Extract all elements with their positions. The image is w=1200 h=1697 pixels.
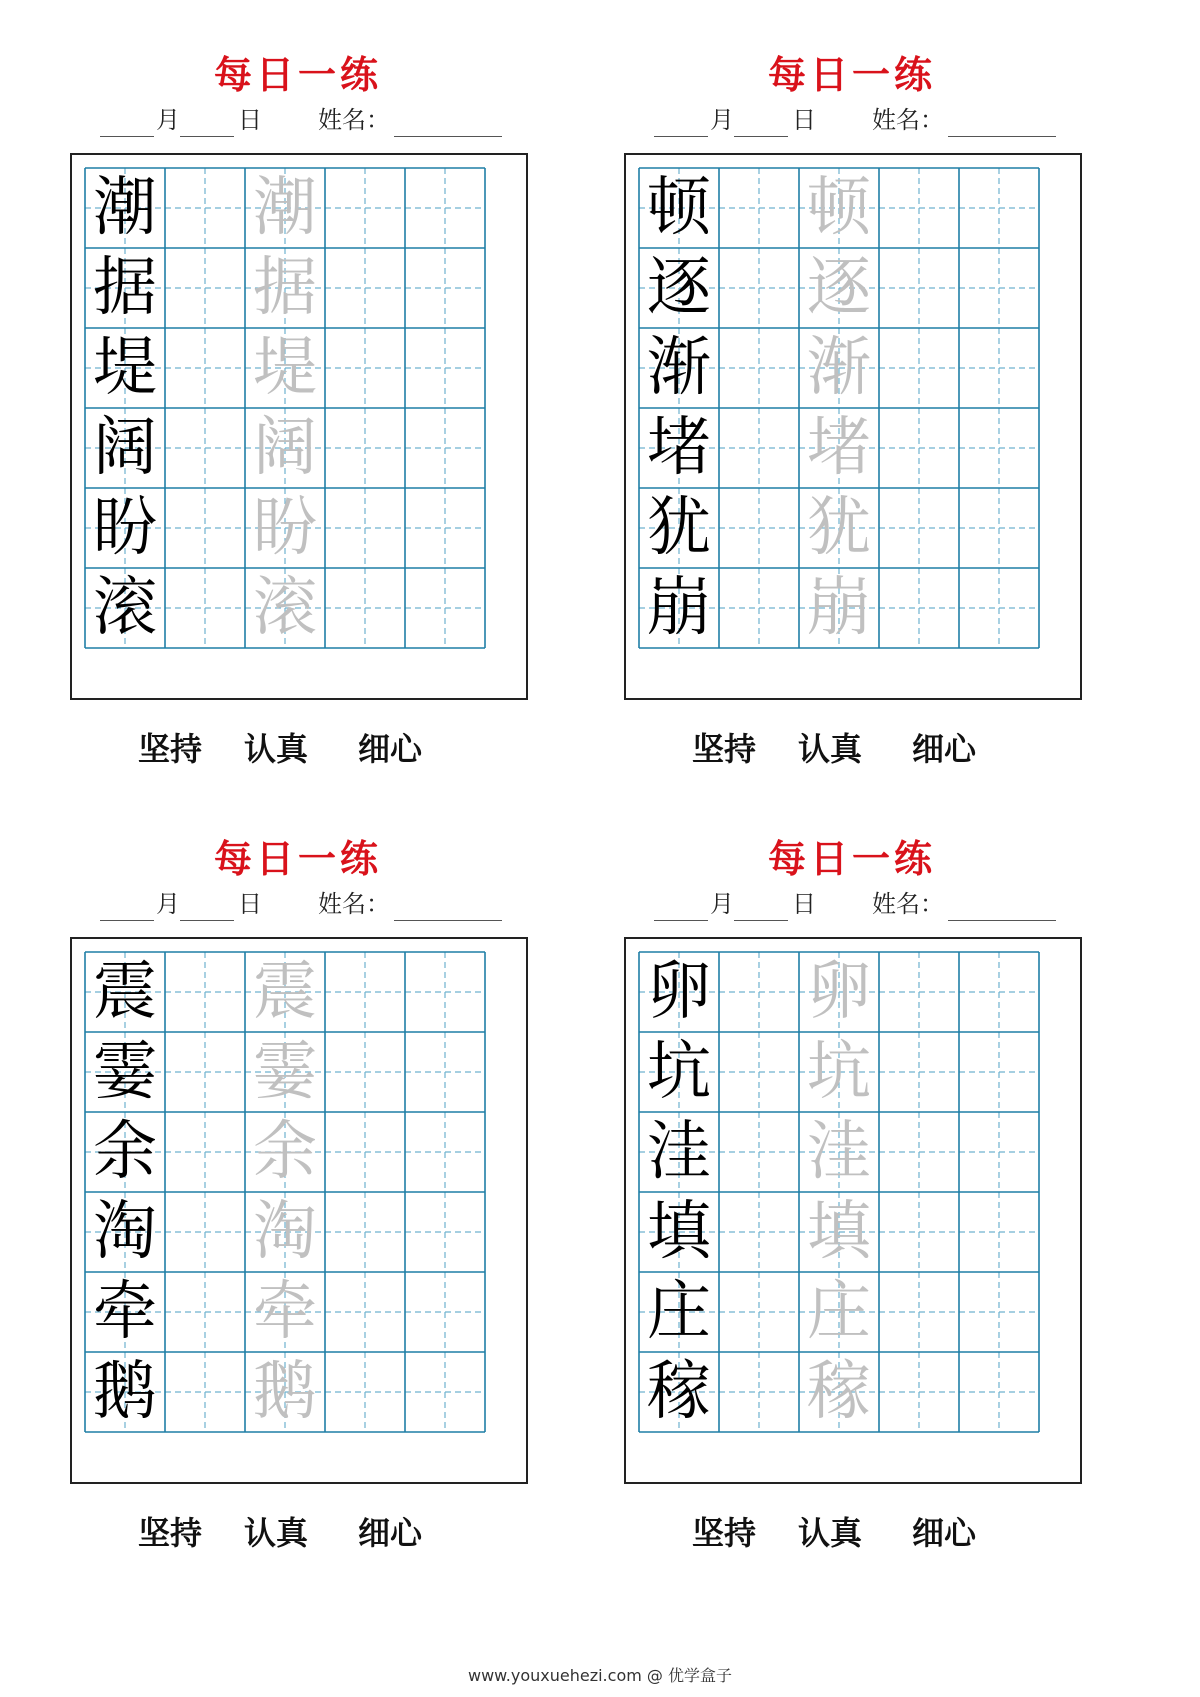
trace-character: 洼 (807, 1115, 871, 1189)
trace-character: 堤 (253, 331, 317, 405)
trace-character: 牵 (253, 1275, 317, 1349)
trace-character: 崩 (807, 571, 871, 645)
model-character: 堵 (647, 411, 711, 485)
model-character: 庄 (647, 1275, 711, 1349)
name-label: 姓名： (872, 106, 944, 134)
model-character: 洼 (647, 1115, 711, 1189)
card-title: 每日一练 (767, 836, 936, 881)
motto-word: 认真 (798, 730, 863, 768)
trace-character: 淘 (253, 1195, 317, 1269)
trace-character: 潮 (253, 171, 317, 245)
model-character: 余 (93, 1115, 157, 1189)
model-character: 牵 (93, 1275, 157, 1349)
writing-grid-frame (70, 153, 528, 700)
card-title: 每日一练 (213, 52, 382, 97)
date-name-line (100, 886, 530, 926)
motto-word: 坚持 (692, 730, 757, 768)
motto-word: 细心 (358, 1514, 423, 1552)
month-label: 月 (156, 106, 180, 134)
day-blank[interactable] (734, 890, 788, 921)
month-blank[interactable] (100, 106, 154, 137)
trace-character: 堵 (807, 411, 871, 485)
model-character: 鹅 (93, 1355, 157, 1429)
trace-character: 庄 (807, 1275, 871, 1349)
model-character: 盼 (93, 491, 157, 565)
date-name-line (654, 886, 1084, 926)
model-character: 渐 (647, 331, 711, 405)
day-blank[interactable] (180, 106, 234, 137)
motto-word: 认真 (798, 1514, 863, 1552)
model-character: 崩 (647, 571, 711, 645)
name-blank[interactable] (948, 106, 1056, 137)
model-character: 潮 (93, 171, 157, 245)
motto-word: 坚持 (692, 1514, 757, 1552)
model-character: 堤 (93, 331, 157, 405)
model-character: 犹 (647, 491, 711, 565)
motto-word: 细心 (358, 730, 423, 768)
month-blank[interactable] (654, 890, 708, 921)
trace-character: 卵 (807, 955, 871, 1029)
trace-character: 稼 (807, 1355, 871, 1429)
motto-line (622, 724, 1082, 774)
motto-word: 细心 (912, 1514, 977, 1552)
card-title: 每日一练 (767, 52, 936, 97)
date-name-line (100, 102, 530, 142)
model-character: 卵 (647, 955, 711, 1029)
practice-card-4 (622, 836, 1082, 1566)
trace-character: 填 (807, 1195, 871, 1269)
tianzige-grid[interactable] (638, 951, 1070, 1470)
trace-character: 霎 (253, 1035, 317, 1109)
trace-character: 震 (253, 955, 317, 1029)
month-label: 月 (156, 890, 180, 918)
trace-character: 逐 (807, 251, 871, 325)
motto-word: 坚持 (138, 1514, 203, 1552)
motto-line (622, 1508, 1082, 1558)
practice-card-2 (622, 52, 1082, 782)
model-character: 顿 (647, 171, 711, 245)
motto-line (68, 724, 528, 774)
date-name-line (654, 102, 1084, 142)
practice-card-3 (68, 836, 528, 1566)
day-label: 日 (238, 890, 262, 918)
footer-watermark: www.youxuehezi.com @ 优学盒子 (468, 1666, 732, 1685)
trace-character: 据 (253, 251, 317, 325)
tianzige-grid[interactable] (638, 167, 1070, 686)
model-character: 霎 (93, 1035, 157, 1109)
writing-grid-frame (624, 153, 1082, 700)
model-character: 填 (647, 1195, 711, 1269)
tianzige-grid[interactable] (84, 167, 516, 686)
motto-word: 坚持 (138, 730, 203, 768)
day-label: 日 (238, 106, 262, 134)
trace-character: 犹 (807, 491, 871, 565)
practice-card-1 (68, 52, 528, 782)
motto-word: 认真 (244, 730, 309, 768)
trace-character: 阔 (253, 411, 317, 485)
month-label: 月 (710, 890, 734, 918)
day-blank[interactable] (180, 890, 234, 921)
model-character: 滚 (93, 571, 157, 645)
name-blank[interactable] (394, 890, 502, 921)
name-blank[interactable] (394, 106, 502, 137)
month-blank[interactable] (654, 106, 708, 137)
writing-grid-frame (624, 937, 1082, 1484)
model-character: 阔 (93, 411, 157, 485)
name-label: 姓名： (872, 890, 944, 918)
model-character: 稼 (647, 1355, 711, 1429)
month-label: 月 (710, 106, 734, 134)
day-label: 日 (792, 106, 816, 134)
day-blank[interactable] (734, 106, 788, 137)
trace-character: 盼 (253, 491, 317, 565)
card-title: 每日一练 (213, 836, 382, 881)
trace-character: 鹅 (253, 1355, 317, 1429)
trace-character: 滚 (253, 571, 317, 645)
model-character: 坑 (647, 1035, 711, 1109)
model-character: 淘 (93, 1195, 157, 1269)
writing-grid-frame (70, 937, 528, 1484)
day-label: 日 (792, 890, 816, 918)
name-label: 姓名： (318, 106, 390, 134)
tianzige-grid[interactable] (84, 951, 516, 1470)
motto-word: 细心 (912, 730, 977, 768)
model-character: 逐 (647, 251, 711, 325)
motto-word: 认真 (244, 1514, 309, 1552)
trace-character: 余 (253, 1115, 317, 1189)
model-character: 震 (93, 955, 157, 1029)
month-blank[interactable] (100, 890, 154, 921)
name-label: 姓名： (318, 890, 390, 918)
model-character: 据 (93, 251, 157, 325)
trace-character: 渐 (807, 331, 871, 405)
trace-character: 坑 (807, 1035, 871, 1109)
motto-line (68, 1508, 528, 1558)
name-blank[interactable] (948, 890, 1056, 921)
trace-character: 顿 (807, 171, 871, 245)
